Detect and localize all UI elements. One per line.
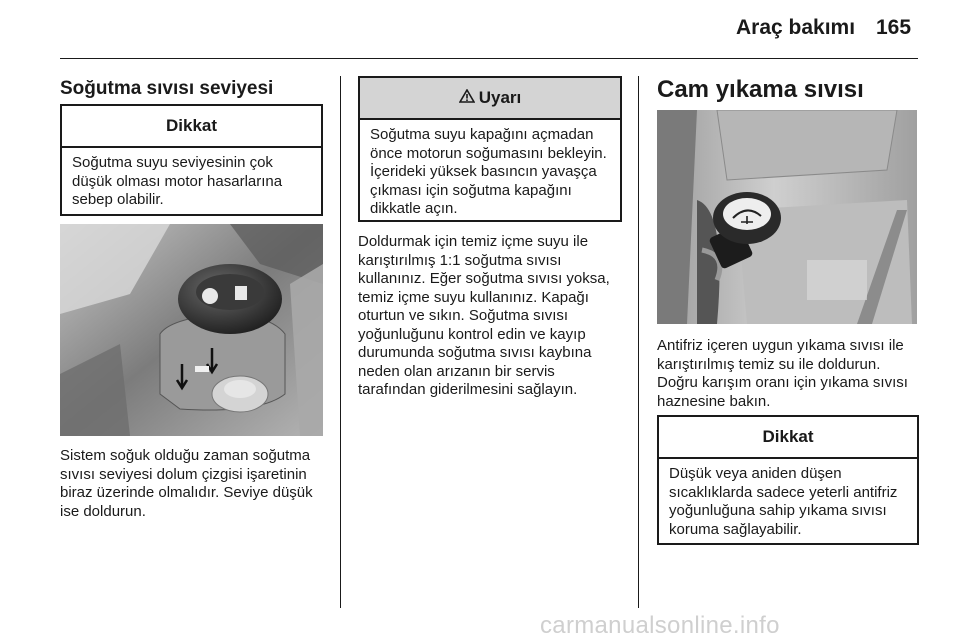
refill-paragraph: Doldurmak için temiz içme suyu ile karıştırılmış 1:1 soğutma sıvısı kullanınız. Eğer soğutma sıvısı yoksa, temiz içme suyu kullanınız. Kapağı oturtun ve sıkın. Soğutma sıvısı yoğunluğunu kontrol edin ve kayıp durumunda soğutma sıvısı kaybına neden olan arızanın bir servis tarafından giderilmesini sağlayın. [358,233,610,398]
washer-reservoir-photo [657,110,917,324]
header-divider [60,58,918,59]
washer-fluid-paragraph: Antifriz içeren uygun yıkama sıvısı ile karıştırılmış temiz su ile doldurun. Doğru karışım oranı için yıkama sıvısı haznesine bakın. [657,337,908,410]
warning-text: Soğutma suyu kapağını açmadan önce motorun soğumasını bekleyin. İçerideki yüksek basıncın yavaşça çıkması için soğutma kapağını dikkatle açın. [370,126,607,217]
watermark: carmanualsonline.info [540,612,780,639]
warning-triangle-icon [459,78,475,118]
column-divider [638,76,639,608]
page-number: 165 [876,16,912,39]
notice-box [60,104,323,216]
warning-title: Uyarı [478,88,522,107]
coolant-level-paragraph: Sistem soğuk olduğu zaman soğutma sıvısı seviyesi dolum çizgisi işaretinin biraz üzerinde olmalıdır. Seviye düşük ise doldurun. [60,447,313,520]
coolant-reservoir-photo [60,224,323,436]
notice-title: Dikkat [62,106,321,148]
notice-title: Dikkat [659,417,917,459]
section-title: Araç bakımı [736,16,856,39]
warning-box [358,76,622,222]
coolant-reservoir-illustration [60,224,323,436]
washer-reservoir-illustration [657,110,917,324]
notice-text: Düşük veya aniden düşen sıcaklıklarda sadece yeterli antifriz yoğunluğuna sahip yıkama sıvısı koruma sağlayabilir. [669,465,898,538]
warning-header [360,78,620,120]
column-divider [340,76,341,608]
notice-text: Soğutma suyu seviyesinin çok düşük olması motor hasarlarına sebep olabilir. [72,154,283,208]
coolant-level-heading: Soğutma sıvısı seviyesi [60,78,274,99]
notice-box [657,415,919,545]
washer-fluid-heading: Cam yıkama sıvısı [657,76,864,103]
